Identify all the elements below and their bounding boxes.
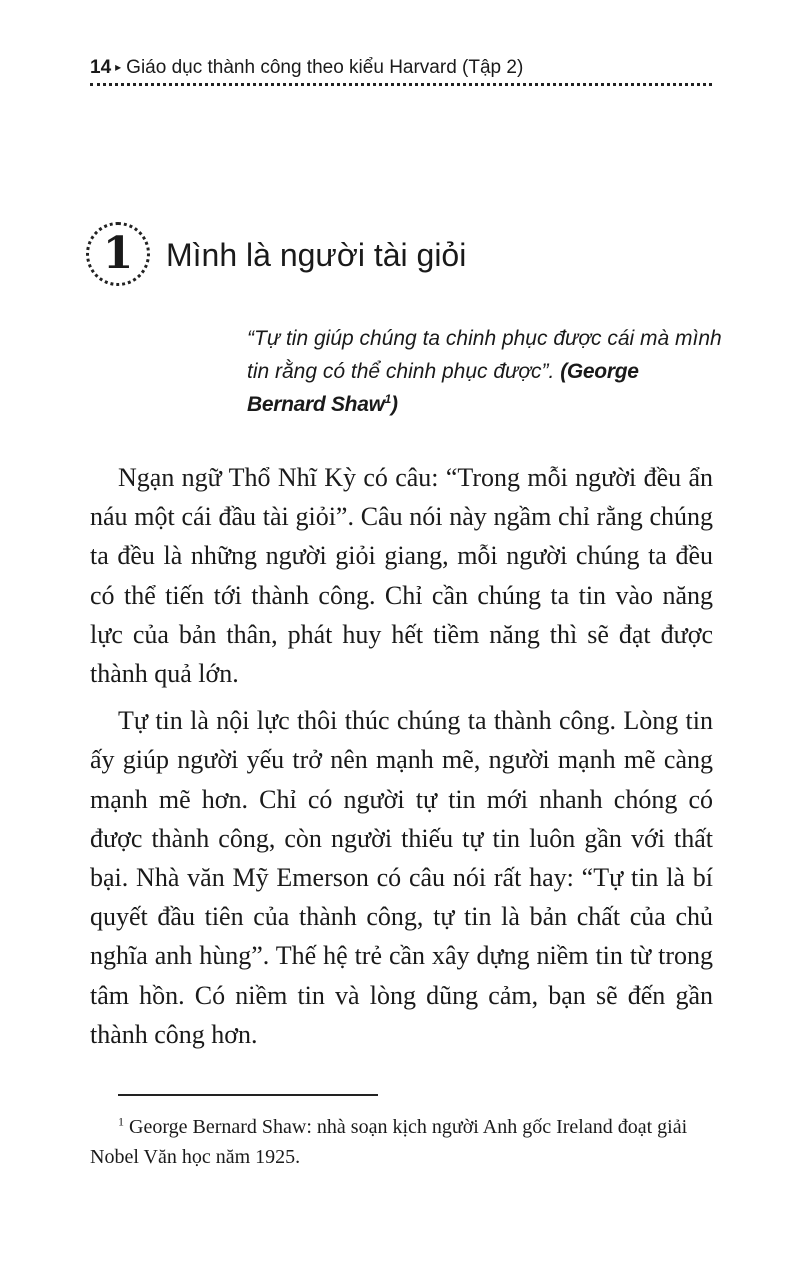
running-header	[90, 56, 712, 81]
footnote-reference: 1	[384, 392, 391, 406]
page-number: 14	[90, 57, 112, 78]
footnote-rule	[118, 1094, 378, 1096]
footnote-marker: 1	[118, 1114, 124, 1129]
arrow-right-icon: ▸	[115, 60, 122, 74]
header-dotted-rule	[90, 83, 712, 86]
epigraph	[247, 322, 722, 421]
epigraph-close: )	[390, 393, 398, 416]
footnote	[90, 1112, 713, 1172]
chapter-number: 1	[102, 228, 134, 279]
epigraph-author-name: (George Bernard Shaw	[247, 360, 639, 416]
chapter-number-badge	[86, 222, 150, 286]
paragraph: Tự tin là nội lực thôi thúc chúng ta thành công. Lòng tin ấy giúp người yếu trở nên mạnh mẽ, người mạnh mẽ càng mạnh mẽ hơn. Chỉ có người tự tin mới nhanh chóng có được thành công, còn người thiếu tự tin luôn gần với thất bại. Nhà văn Mỹ Emerson có câu nói rất hay: “Tự tin là bí quyết đầu tiên của thành công, tự tin là bản chất của chủ nghĩa anh hùng”. Thế hệ trẻ cần xây dựng niềm tin từ trong tâm hồn. Có niềm tin và lòng dũng cảm, bạn sẽ đến gần thành công hơn.	[90, 706, 713, 1049]
footnote-text: George Bernard Shaw: nhà soạn kịch người Anh gốc Ireland đoạt giải Nobel Văn học năm 1925.	[90, 1116, 688, 1168]
epigraph-quote: “Tự tin giúp chúng ta chinh phục được cái mà mình tin rằng có thể chinh phục được”.	[247, 327, 722, 383]
book-title: Giáo dục thành công theo kiểu Harvard (Tập 2)	[126, 57, 524, 78]
chapter-title: Mình là người tài giỏi	[166, 237, 467, 273]
paragraph: Ngạn ngữ Thổ Nhĩ Kỳ có câu: “Trong mỗi người đều ẩn náu một cái đầu tài giỏi”. Câu nói này ngầm chỉ rằng chúng ta đều là những người giỏi giang, mỗi người chúng ta đều có thể tiến tới thành công. Chỉ cần chúng ta tin vào năng lực của bản thân, phát huy hết tiềm năng thì sẽ đạt được thành quả lớn.	[90, 463, 713, 689]
body-text	[90, 458, 713, 1054]
